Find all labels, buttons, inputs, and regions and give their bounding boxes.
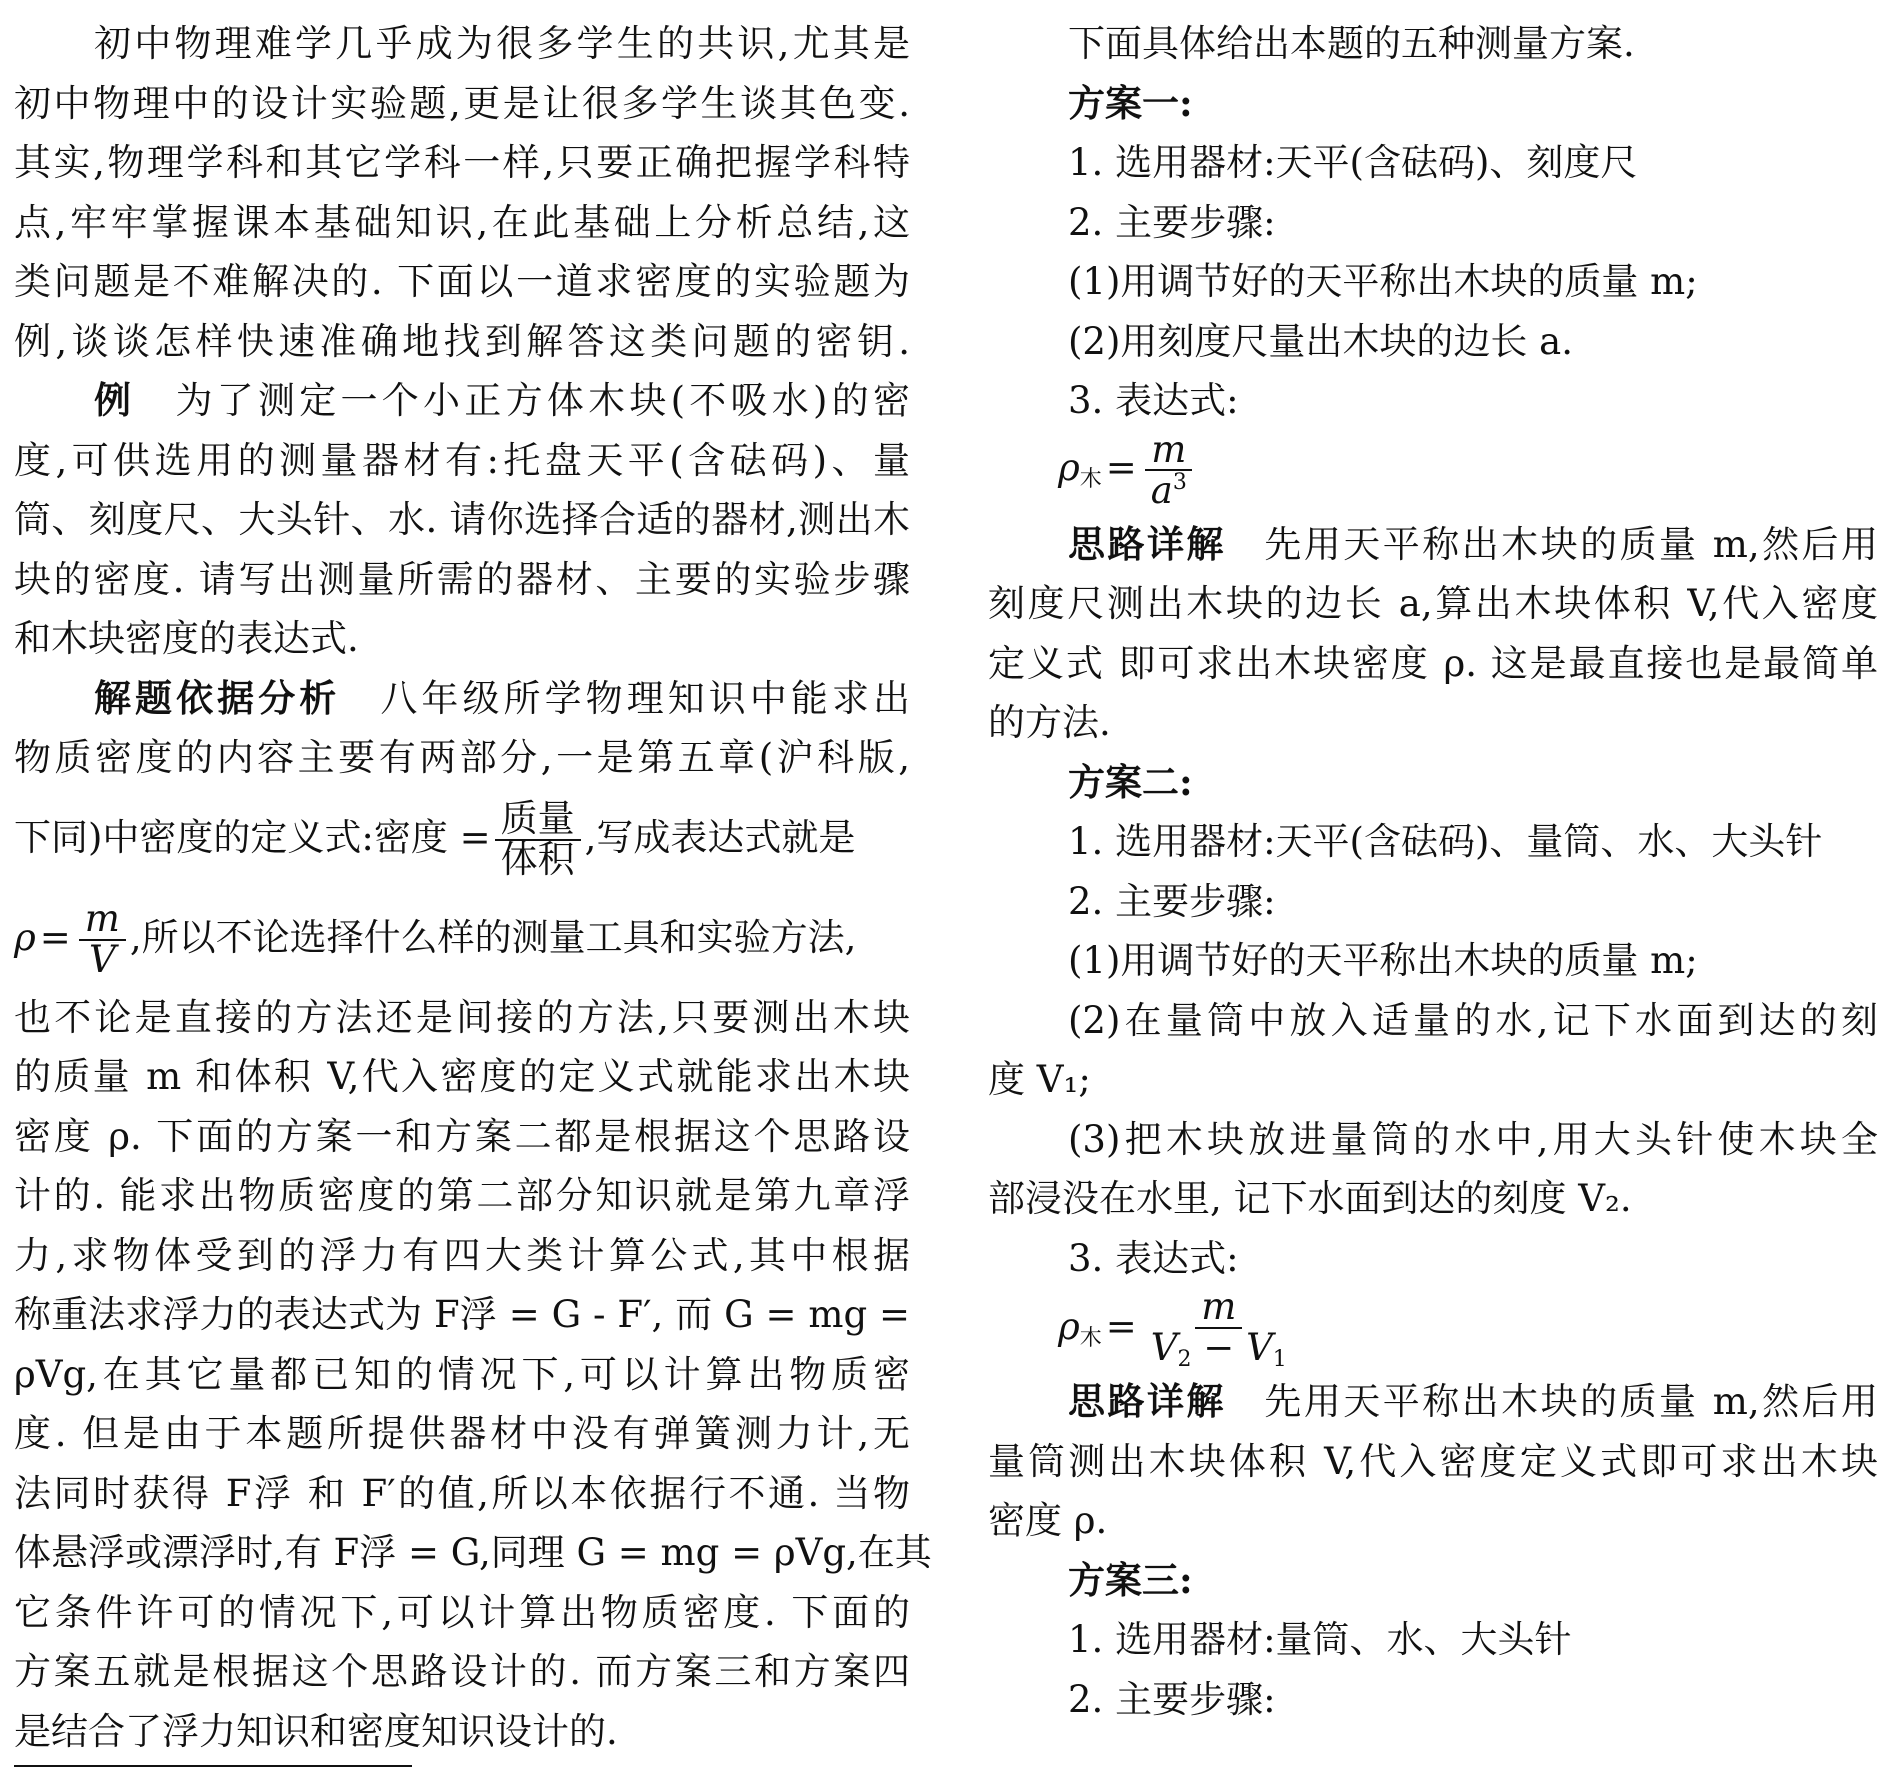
density-definition-line	[14, 788, 910, 888]
text-line: 体悬浮或漂浮时,有 F浮 = G,同理 G = mg = ρVg,在其	[14, 1531, 932, 1574]
definition-suffix: ,写成表达式就是	[584, 815, 856, 859]
list-item: 1. 选用器材:量筒、水、大头针	[1068, 1618, 1572, 1661]
list-item: (1)用调节好的天平称出木块的质量 m;	[1068, 939, 1698, 982]
text-line: 度,可供选用的测量器材有:托盘天平(含砝码)、量	[14, 438, 910, 482]
text-line: 筒、刻度尺、大头针、水. 请你选择合适的器材,测出木	[14, 498, 910, 541]
scheme-2-explain-first	[988, 1372, 1878, 1432]
fraction-numerator: 质量	[495, 800, 581, 841]
left-column	[14, 14, 932, 1761]
text-line: 类问题是不难解决的. 下面以一道求密度的实验题为	[14, 260, 910, 303]
right-column	[988, 14, 1878, 1729]
list-item: 1. 选用器材:天平(含砝码)、量筒、水、大头针	[1068, 820, 1823, 863]
text-line: 方案五就是根据这个思路设计的. 而方案三和方案四	[14, 1650, 910, 1693]
list-item: (2)在量筒中放入适量的水,记下水面到达的刻	[1068, 998, 1878, 1042]
text-line: 量筒测出木块体积 V,代入密度定义式即可求出木块	[988, 1439, 1878, 1483]
text-line: 定义式 即可求出木块密度 ρ. 这是最直接也是最简单	[988, 641, 1878, 685]
text-line: 度 V₁;	[988, 1058, 1091, 1101]
text-line: 下面具体给出本题的五种测量方案.	[1068, 22, 1635, 65]
text-line: 刻度尺测出木块的边长 a,算出木块体积 V,代入密度	[988, 582, 1878, 625]
text-line: 部浸没在水里, 记下水面到达的刻度 V₂.	[988, 1177, 1632, 1220]
text-line: 和木块密度的表达式.	[14, 617, 359, 660]
text-line: 的方法.	[988, 701, 1111, 744]
explain-text: 先用天平称出木块的质量 m,然后用	[1261, 1380, 1879, 1423]
rho-formula-line: ρ = $\frac{m}{V}$ ,所以不论选择什么样的测量工具和实验方法,	[14, 897, 857, 981]
text-line: 力,求物体受到的浮力有四大类计算公式,其中根据	[14, 1233, 910, 1277]
text-line: 点,牢牢掌握课本基础知识,在此基础上分析总结,这	[14, 200, 910, 244]
analysis-text: 八年级所学物理知识中能求出	[376, 676, 911, 720]
list-item: (2)用刻度尺量出木块的边长 a.	[1068, 319, 1573, 363]
scheme-1-explain-first	[988, 515, 1878, 575]
text-line: 计的. 能求出物质密度的第二部分知识就是第九章浮	[14, 1174, 910, 1217]
footnote-rule	[14, 1765, 412, 1767]
list-item: (3)把木块放进量筒的水中,用大头针使木块全	[1068, 1117, 1878, 1161]
text-line: 例,谈谈怎样快速准确地找到解答这类问题的密钥.	[14, 319, 910, 363]
scheme-2-formula: $\rho_木$ = $\frac{m}{V_2 - V_1}$	[988, 1288, 1878, 1372]
definition-prefix: 下同)中密度的定义式:密度 =	[14, 815, 491, 859]
text-line: 密度 ρ. 下面的方案一和方案二都是根据这个思路设	[14, 1114, 910, 1158]
list-item: 3. 表达式:	[1068, 379, 1239, 422]
list-item: 3. 表达式:	[1068, 1236, 1239, 1280]
mass-volume-fraction	[495, 797, 581, 881]
analysis-label: 解题依据分析	[94, 675, 341, 720]
analysis-first-line	[14, 669, 910, 729]
list-item: 2. 主要步骤:	[1068, 1677, 1276, 1721]
explain-text: 先用天平称出木块的质量 m,然后用	[1261, 522, 1879, 566]
text-line: 也不论是直接的方法还是间接的方法,只要测出木块	[14, 995, 910, 1039]
list-item: 1. 选用器材:天平(含砝码)、刻度尺	[1068, 141, 1638, 184]
example-text: 为了测定一个小正方体木块(不吸水)的密	[171, 379, 911, 422]
text-line: 度. 但是由于本题所提供器材中没有弹簧测力计,无	[14, 1412, 910, 1455]
scheme-1-title: 方案一:	[1068, 80, 1193, 125]
fraction-denominator: 体积	[500, 838, 575, 881]
text-line: 法同时获得 F浮 和 F′的值,所以本依据行不通. 当物	[14, 1471, 910, 1515]
text-line: 初中物理中的设计实验题,更是让很多学生谈其色变.	[14, 81, 910, 125]
example-first-line	[14, 371, 910, 431]
scheme-1-formula: $\rho_木$ = $\frac{m}{a^3}$	[988, 431, 1878, 515]
explain-label: 思路详解	[1068, 1379, 1226, 1423]
m-over-v2-minus-v1-fraction: $\frac{m}{V_2 - V_1}$	[1150, 1285, 1287, 1372]
scheme-3-title: 方案三:	[1068, 1557, 1193, 1602]
formula-line-suffix: ,所以不论选择什么样的测量工具和实验方法,	[129, 915, 857, 959]
text-line: 密度 ρ.	[988, 1499, 1108, 1542]
list-item: 2. 主要步骤:	[1068, 879, 1276, 923]
text-line: 块的密度. 请写出测量所需的器材、主要的实验步骤	[14, 557, 910, 601]
text-line: 的质量 m 和体积 V,代入密度的定义式就能求出木块	[14, 1055, 910, 1098]
explain-label: 思路详解	[1068, 521, 1226, 566]
text-line: 称重法求浮力的表达式为 F浮 = G - F′, 而 G = mg =	[14, 1293, 910, 1336]
text-line: 是结合了浮力知识和密度知识设计的.	[14, 1709, 618, 1753]
list-item: (1)用调节好的天平称出木块的质量 m;	[1068, 260, 1698, 303]
text-line: 物质密度的内容主要有两部分,一是第五章(沪科版,	[14, 736, 910, 779]
m-over-a3-fraction: $\frac{m}{a^3}$	[1145, 431, 1193, 512]
text-line: 其实,物理学科和其它学科一样,只要正确把握学科特	[14, 141, 910, 184]
scheme-2-title: 方案二:	[1068, 759, 1193, 804]
text-line: ρVg,在其它量都已知的情况下,可以计算出物质密	[14, 1352, 910, 1396]
m-over-v-fraction: $\frac{m}{V}$	[79, 900, 126, 980]
list-item: 2. 主要步骤:	[1068, 200, 1276, 244]
text-line: 初中物理难学几乎成为很多学生的共识,尤其是	[94, 22, 910, 65]
example-label: 例	[94, 378, 136, 422]
text-line: 它条件许可的情况下,可以计算出物质密度. 下面的	[14, 1590, 910, 1634]
